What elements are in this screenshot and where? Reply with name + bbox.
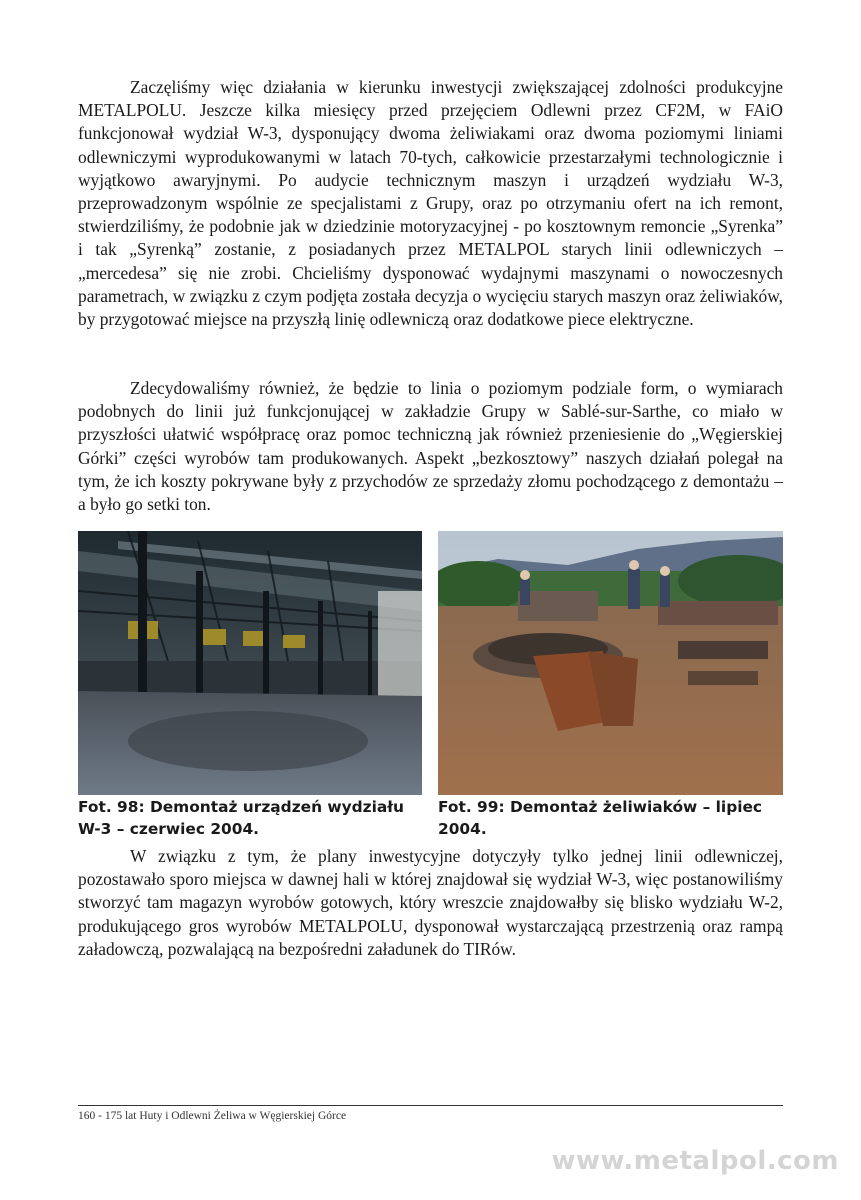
page-footer: 160 - 175 lat Huty i Odlewni Żeliwa w Węgierskiej Górce [78,1110,347,1122]
footer-divider [78,1105,783,1106]
site-watermark: www.metalpol.com [551,1146,839,1176]
photo-caption-99: Fot. 99: Demontaż żeliwiaków – lipiec 2004. [438,798,763,838]
photo-cupola-dismantling [438,531,783,795]
photo-caption-98: Fot. 98: Demontaż urządzeń wydziału W-3 – czerwiec 2004. [78,798,404,838]
body-paragraph-1: Zaczęliśmy więc działania w kierunku inwestycji zwiększającej zdolności produkcyjne METALPOLU. Jeszcze kilka miesięcy przed przejęciem Odlewni przez CF2M, w FAiO funkcjonował wydział W-3, dysponujący dwoma żeliwiakami oraz dwoma poziomymi liniami odlewniczymi wyprodukowanymi w latach 70-tych, całkowicie przestarzałymi technologicznie i wyjątkowo awaryjnymi. Po audycie technicznym maszyn i urządzeń wydziału W-3, przeprowadzonym wspólnie ze specjalistami z Grupy, oraz po otrzymaniu ofert na ich remont, stwierdziliśmy, że podobnie jak w dziedzinie motoryzacyjnej - po kosztownym remoncie „Syrenka” i tak „Syrenką” zostanie, z posiadanych przez METALPOL starych linii odlewniczych – „mercedesa” się nie zrobi. Chcieliśmy dysponować wydajnymi maszynami o nowoczesnych parametrach, w związku z czym podjęta została decyzja o wycięciu starych maszyn oraz żeliwiaków, by przygotować miejsce na przyszłą linię odlewniczą oraz dodatkowe piece elektryczne. [78,77,783,330]
photo-hall-dismantling [78,531,422,795]
body-paragraph-3: W związku z tym, że plany inwestycyjne dotyczyły tylko jednej linii odlewniczej, pozostawało sporo miejsca w dawnej hali w której znajdował się wydział W-3, więc postanowiliśmy stworzyć tam magazyn wyrobów gotowych, który wreszcie znajdowałby się blisko wydziału W-2, produkującego gros wyrobów METALPOLU, dysponował wystarczającą przestrzenią oraz rampą załadowczą, pozwalającą na bezpośredni załadunek do TIRów. [78,846,783,959]
body-paragraph-2: Zdecydowaliśmy również, że będzie to linia o poziomym podziale form, o wymiarach podobnych do linii już funkcjonującej w zakładzie Grupy w Sablé-sur-Sarthe, co miało w przyszłości ułatwić współpracę oraz pomoc techniczną jak również przeniesienie do „Węgierskiej Górki” części wyrobów tam produkowanych. Aspekt „bezkosztowy” naszych działań polegał na tym, że ich koszty pokrywane były z przychodów ze sprzedaży złomu pochodzącego z demontażu – a było go setki ton. [78,378,783,515]
